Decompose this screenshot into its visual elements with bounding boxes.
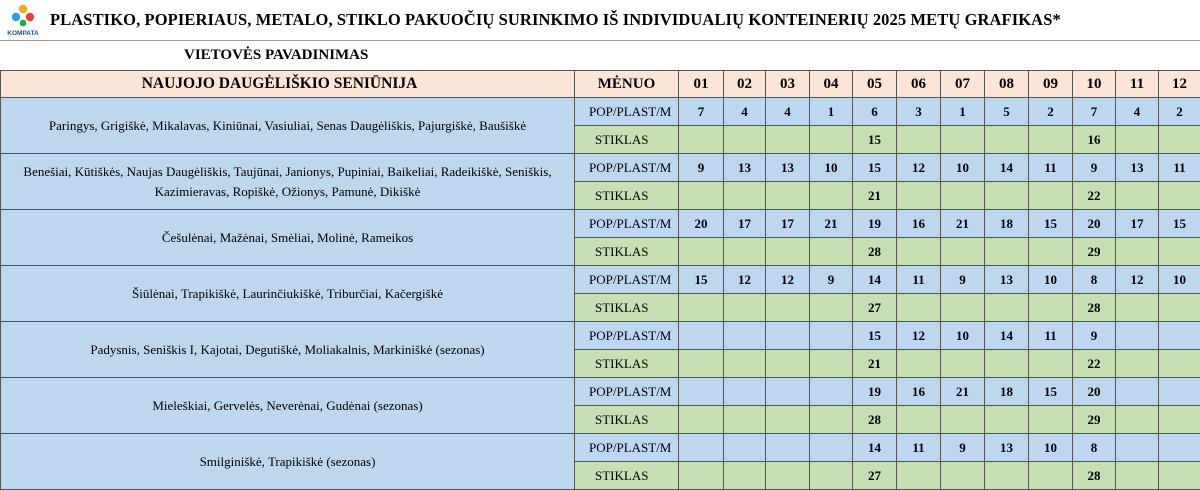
month-header-cell: 04: [810, 71, 853, 98]
collection-day-cell: 15: [1029, 378, 1073, 406]
collection-day-cell: [1159, 294, 1200, 322]
collection-day-cell: 13: [1116, 154, 1159, 182]
collection-day-cell: 20: [1073, 378, 1116, 406]
collection-day-cell: [1159, 378, 1200, 406]
collection-day-cell: [1029, 238, 1073, 266]
month-header-cell: 01: [679, 71, 724, 98]
collection-day-cell: 6: [853, 98, 897, 126]
collection-day-cell: 4: [1116, 98, 1159, 126]
collection-day-cell: 21: [941, 378, 985, 406]
collection-day-cell: 14: [985, 154, 1029, 182]
collection-day-cell: 10: [941, 322, 985, 350]
collection-day-cell: 14: [853, 266, 897, 294]
collection-day-cell: [1029, 294, 1073, 322]
table-row: [1, 266, 1200, 294]
collection-day-cell: 14: [853, 434, 897, 462]
collection-day-cell: 4: [724, 98, 766, 126]
location-column-label: VIETOVĖS PAVADINIMAS: [184, 47, 369, 63]
collection-day-cell: [724, 238, 766, 266]
table-row: [1, 378, 1200, 406]
collection-day-cell: [897, 294, 941, 322]
collection-day-cell: 29: [1073, 406, 1116, 434]
collection-day-cell: [1159, 322, 1200, 350]
collection-day-cell: 12: [1116, 266, 1159, 294]
collection-day-cell: 15: [853, 154, 897, 182]
collection-day-cell: 9: [941, 266, 985, 294]
collection-day-cell: 18: [985, 210, 1029, 238]
collection-day-cell: 16: [1073, 126, 1116, 154]
collection-day-cell: [810, 294, 853, 322]
location-cell: Češulėnai, Mažėnai, Smėliai, Molinė, Rameikos: [1, 210, 575, 266]
collection-day-cell: 12: [766, 266, 810, 294]
collection-day-cell: 11: [897, 266, 941, 294]
month-header-cell: 03: [766, 71, 810, 98]
collection-day-cell: 1: [941, 98, 985, 126]
month-header-cell: 12: [1159, 71, 1200, 98]
section-title: NAUJOJO DAUGĖLIŠKIO SENIŪNIJA: [1, 71, 575, 98]
collection-day-cell: [985, 238, 1029, 266]
month-header-cell: 02: [724, 71, 766, 98]
month-header-cell: 07: [941, 71, 985, 98]
collection-day-cell: [679, 294, 724, 322]
collection-day-cell: 7: [679, 98, 724, 126]
collection-day-cell: 17: [766, 210, 810, 238]
collection-day-cell: 9: [1073, 154, 1116, 182]
collection-day-cell: 28: [1073, 462, 1116, 490]
collection-day-cell: [1159, 406, 1200, 434]
collection-day-cell: [679, 182, 724, 210]
month-header-cell: 05: [853, 71, 897, 98]
collection-day-cell: 2: [1029, 98, 1073, 126]
location-cell: Šiūlėnai, Trapikiškė, Laurinčiukiškė, Triburčiai, Kačergiškė: [1, 266, 575, 322]
collection-day-cell: 11: [1159, 154, 1200, 182]
collection-day-cell: 4: [766, 98, 810, 126]
collection-day-cell: [1029, 350, 1073, 378]
page-title: PLASTIKO, POPIERIAUS, METALO, STIKLO PAKUOČIŲ SURINKIMO IŠ INDIVIDUALIŲ KONTEINERIŲ 2025 METŲ GRAFIKAS*: [50, 10, 1061, 29]
collection-day-cell: [766, 378, 810, 406]
collection-day-cell: [766, 182, 810, 210]
collection-day-cell: [810, 462, 853, 490]
collection-day-cell: [724, 350, 766, 378]
collection-day-cell: [724, 434, 766, 462]
month-header-cell: 08: [985, 71, 1029, 98]
month-header-cell: 09: [1029, 71, 1073, 98]
waste-type-cell: POP/PLAST/M: [575, 154, 679, 182]
collection-day-cell: 9: [810, 266, 853, 294]
location-cell: Paringys, Grigiškė, Mikalavas, Kiniūnai, Vasiuliai, Senas Daugėliškis, Pajurgiškė, Baušiškė: [1, 98, 575, 154]
collection-day-cell: [679, 322, 724, 350]
waste-type-cell: STIKLAS: [575, 406, 679, 434]
collection-day-cell: [724, 322, 766, 350]
collection-day-cell: [1159, 182, 1200, 210]
collection-day-cell: [810, 238, 853, 266]
kompata-logo-icon: [4, 2, 42, 38]
table-row: [1, 322, 1200, 350]
collection-day-cell: [766, 322, 810, 350]
collection-day-cell: 15: [853, 322, 897, 350]
collection-day-cell: 16: [897, 378, 941, 406]
table-header-row: [1, 71, 1200, 98]
collection-day-cell: 10: [810, 154, 853, 182]
collection-day-cell: 20: [1073, 210, 1116, 238]
collection-day-cell: [766, 294, 810, 322]
collection-day-cell: 28: [853, 238, 897, 266]
collection-day-cell: 13: [985, 434, 1029, 462]
collection-day-cell: 21: [941, 210, 985, 238]
collection-day-cell: [1159, 238, 1200, 266]
month-header: MĖNUO: [575, 71, 679, 98]
collection-day-cell: [1029, 462, 1073, 490]
collection-day-cell: [1029, 126, 1073, 154]
collection-day-cell: [766, 406, 810, 434]
svg-text:KOMPATA: KOMPATA: [7, 30, 39, 37]
collection-day-cell: [679, 238, 724, 266]
collection-day-cell: 10: [941, 154, 985, 182]
collection-day-cell: 15: [1159, 210, 1200, 238]
collection-day-cell: 21: [810, 210, 853, 238]
collection-day-cell: 14: [985, 322, 1029, 350]
waste-type-cell: POP/PLAST/M: [575, 434, 679, 462]
collection-day-cell: 28: [853, 406, 897, 434]
table-row: [1, 98, 1200, 126]
collection-day-cell: [724, 182, 766, 210]
location-cell: Benešiai, Kūtiškės, Naujas Daugėliškis, Taujūnai, Janionys, Pupiniai, Baikeliai, Radeikiškė, Seniškis, Kazimieravas, Ropiškė, Ožionys, Pamunė, Dikiškė: [1, 154, 575, 210]
collection-day-cell: [810, 406, 853, 434]
collection-day-cell: 11: [897, 434, 941, 462]
location-cell: Smilginiškė, Trapikiškė (sezonas): [1, 434, 575, 490]
collection-day-cell: 8: [1073, 434, 1116, 462]
collection-day-cell: 20: [679, 210, 724, 238]
collection-day-cell: 17: [1116, 210, 1159, 238]
collection-day-cell: 12: [897, 154, 941, 182]
collection-day-cell: [941, 350, 985, 378]
collection-day-cell: 15: [679, 266, 724, 294]
collection-day-cell: [1159, 434, 1200, 462]
collection-day-cell: [766, 238, 810, 266]
waste-type-cell: STIKLAS: [575, 238, 679, 266]
month-header-cell: 10: [1073, 71, 1116, 98]
collection-day-cell: 1: [810, 98, 853, 126]
collection-day-cell: 17: [724, 210, 766, 238]
collection-day-cell: [941, 294, 985, 322]
collection-day-cell: 13: [766, 154, 810, 182]
collection-day-cell: [941, 238, 985, 266]
waste-type-cell: POP/PLAST/M: [575, 378, 679, 406]
collection-day-cell: [810, 322, 853, 350]
collection-day-cell: 12: [724, 266, 766, 294]
table-row: [1, 154, 1200, 182]
collection-day-cell: [810, 378, 853, 406]
collection-day-cell: [679, 434, 724, 462]
collection-day-cell: [1029, 406, 1073, 434]
collection-day-cell: 21: [853, 350, 897, 378]
collection-day-cell: 9: [1073, 322, 1116, 350]
collection-day-cell: 9: [679, 154, 724, 182]
collection-day-cell: [985, 350, 1029, 378]
collection-day-cell: [941, 126, 985, 154]
month-header-cell: 06: [897, 71, 941, 98]
waste-type-cell: POP/PLAST/M: [575, 210, 679, 238]
collection-day-cell: [766, 126, 810, 154]
collection-day-cell: [724, 294, 766, 322]
collection-day-cell: [1116, 406, 1159, 434]
table-row: [1, 434, 1200, 462]
collection-day-cell: 27: [853, 462, 897, 490]
collection-day-cell: 10: [1159, 266, 1200, 294]
collection-day-cell: 3: [897, 98, 941, 126]
collection-day-cell: [897, 462, 941, 490]
collection-day-cell: [724, 406, 766, 434]
collection-day-cell: [1116, 322, 1159, 350]
collection-day-cell: 27: [853, 294, 897, 322]
collection-day-cell: 15: [1029, 210, 1073, 238]
collection-day-cell: [766, 462, 810, 490]
page-header: [0, 0, 1200, 40]
collection-day-cell: [985, 294, 1029, 322]
collection-schedule-table: [0, 70, 1200, 490]
collection-day-cell: [941, 462, 985, 490]
collection-day-cell: 28: [1073, 294, 1116, 322]
collection-day-cell: [724, 462, 766, 490]
collection-day-cell: [1116, 462, 1159, 490]
collection-day-cell: 9: [941, 434, 985, 462]
waste-type-cell: STIKLAS: [575, 350, 679, 378]
month-header-cell: 11: [1116, 71, 1159, 98]
collection-day-cell: [1116, 434, 1159, 462]
collection-day-cell: [897, 182, 941, 210]
waste-type-cell: STIKLAS: [575, 126, 679, 154]
collection-day-cell: 21: [853, 182, 897, 210]
collection-day-cell: [1159, 462, 1200, 490]
collection-day-cell: 10: [1029, 434, 1073, 462]
waste-type-cell: STIKLAS: [575, 462, 679, 490]
collection-day-cell: [679, 406, 724, 434]
collection-day-cell: 29: [1073, 238, 1116, 266]
waste-type-cell: STIKLAS: [575, 182, 679, 210]
collection-day-cell: 12: [897, 322, 941, 350]
collection-day-cell: 19: [853, 210, 897, 238]
collection-day-cell: [724, 126, 766, 154]
collection-day-cell: [679, 126, 724, 154]
location-label-row: [0, 40, 1200, 70]
collection-day-cell: [1116, 294, 1159, 322]
collection-day-cell: [1116, 378, 1159, 406]
collection-day-cell: [766, 434, 810, 462]
collection-day-cell: 10: [1029, 266, 1073, 294]
collection-day-cell: 13: [985, 266, 1029, 294]
collection-day-cell: [1159, 350, 1200, 378]
collection-day-cell: 16: [897, 210, 941, 238]
collection-day-cell: [1159, 126, 1200, 154]
collection-day-cell: 8: [1073, 266, 1116, 294]
collection-day-cell: [985, 182, 1029, 210]
waste-type-cell: POP/PLAST/M: [575, 98, 679, 126]
location-cell: Mieleškiai, Gervelės, Neverėnai, Gudėnai (sezonas): [1, 378, 575, 434]
collection-day-cell: [897, 406, 941, 434]
waste-type-cell: POP/PLAST/M: [575, 266, 679, 294]
collection-day-cell: [985, 462, 1029, 490]
collection-day-cell: [766, 350, 810, 378]
collection-day-cell: [679, 462, 724, 490]
collection-day-cell: [1116, 350, 1159, 378]
collection-day-cell: [985, 126, 1029, 154]
collection-day-cell: 11: [1029, 154, 1073, 182]
collection-day-cell: [1029, 182, 1073, 210]
waste-type-cell: STIKLAS: [575, 294, 679, 322]
collection-day-cell: 11: [1029, 322, 1073, 350]
collection-day-cell: [810, 434, 853, 462]
collection-day-cell: 15: [853, 126, 897, 154]
collection-day-cell: 7: [1073, 98, 1116, 126]
collection-day-cell: [985, 406, 1029, 434]
collection-day-cell: [679, 378, 724, 406]
collection-day-cell: [810, 350, 853, 378]
collection-day-cell: 13: [724, 154, 766, 182]
collection-day-cell: 5: [985, 98, 1029, 126]
collection-day-cell: 2: [1159, 98, 1200, 126]
collection-day-cell: 18: [985, 378, 1029, 406]
collection-day-cell: [679, 350, 724, 378]
collection-day-cell: 22: [1073, 182, 1116, 210]
table-row: [1, 210, 1200, 238]
collection-day-cell: [1116, 182, 1159, 210]
collection-day-cell: 22: [1073, 350, 1116, 378]
collection-day-cell: [897, 126, 941, 154]
collection-day-cell: [897, 238, 941, 266]
collection-day-cell: [810, 126, 853, 154]
collection-day-cell: [941, 182, 985, 210]
collection-day-cell: [897, 350, 941, 378]
waste-type-cell: POP/PLAST/M: [575, 322, 679, 350]
collection-day-cell: [1116, 126, 1159, 154]
collection-day-cell: 19: [853, 378, 897, 406]
location-cell: Padysnis, Seniškis I, Kajotai, Degutiškė, Moliakalnis, Markiniškė (sezonas): [1, 322, 575, 378]
collection-day-cell: [941, 406, 985, 434]
collection-day-cell: [724, 378, 766, 406]
collection-day-cell: [1116, 238, 1159, 266]
collection-day-cell: [810, 182, 853, 210]
